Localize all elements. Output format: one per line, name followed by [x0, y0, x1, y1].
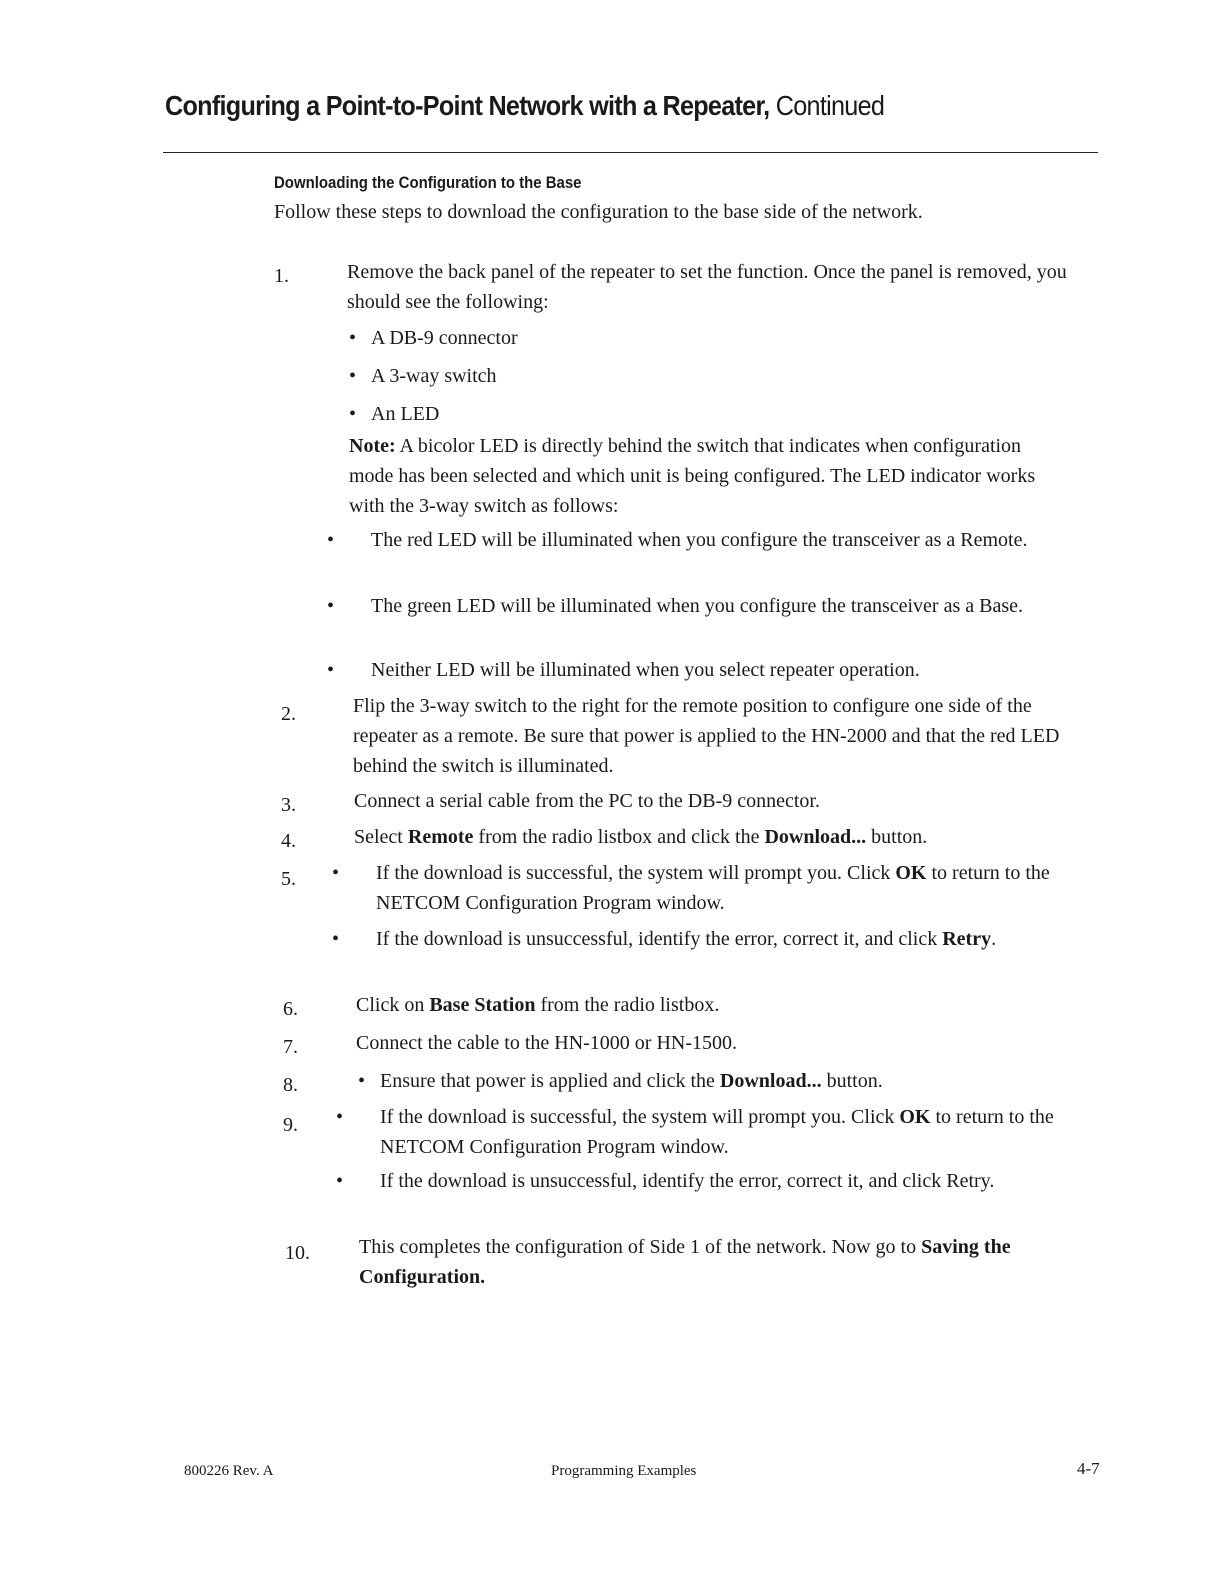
list-item: • If the download is successful, the system will prompt you. Click OK to return to the NETCOM Configuration Program window. [336, 1106, 1054, 1158]
footer-page-number: 4-7 [1077, 1459, 1100, 1478]
step-4-text: Select Remote from the radio listbox and click the Download... button. [354, 826, 928, 848]
step-6-text: Click on Base Station from the radio listbox. [356, 994, 720, 1016]
step-2-text: Flip the 3-way switch to the right for the remote position to configure one side of the repeater as a remote. Be sure that power is applied to the HN-2000 and that the red LED behind the switch is illuminated. [353, 695, 1060, 777]
list-item: • An LED [349, 403, 440, 425]
step-9-number: 9. [283, 1114, 298, 1136]
note-text: A bicolor LED is directly behind the switch that indicates when configuration mode has been selected and which unit is being configured. The LED indicator works with the 3-way switch as follows: [349, 435, 1036, 517]
footer-doc-rev: 800226 Rev. A [184, 1463, 274, 1479]
section-subheading: Downloading the Configuration to the Base [274, 173, 582, 192]
section-intro: Follow these steps to download the configuration to the base side of the network. [274, 201, 923, 223]
note [349, 431, 1059, 521]
step-10-number: 10. [285, 1242, 310, 1264]
list-item: • If the download is unsuccessful, identify the error, correct it, and click Retry. [336, 1170, 995, 1192]
list-item: • A DB-9 connector [349, 327, 518, 349]
step-4-number: 4. [281, 830, 296, 852]
note-label: Note: [349, 435, 396, 457]
list-item: • A 3-way switch [349, 365, 497, 387]
step-7-number: 7. [283, 1036, 298, 1058]
list-item: • If the download is successful, the system will prompt you. Click OK to return to the NETCOM Configuration Program window. [332, 862, 1050, 914]
title-main: Configuring a Point-to-Point Network with a Repeater, [165, 90, 770, 121]
step-1-text: Remove the back panel of the repeater to set the function. Once the panel is removed, you should see the following: [347, 261, 1067, 313]
list-item: • The red LED will be illuminated when you configure the transceiver as a Remote. [327, 529, 1028, 551]
step-3-text: Connect a serial cable from the PC to the DB-9 connector. [354, 790, 820, 812]
step-5-number: 5. [281, 868, 296, 890]
step-1-number: 1. [274, 265, 289, 287]
step-6-number: 6. [283, 998, 298, 1020]
list-item: • Neither LED will be illuminated when you select repeater operation. [327, 659, 920, 681]
title-continued: Continued [775, 90, 885, 121]
list-item: • If the download is unsuccessful, identify the error, correct it, and click Retry. [332, 928, 997, 950]
title-rule [163, 152, 1098, 153]
step-3-number: 3. [281, 794, 296, 816]
step-8-number: 8. [283, 1074, 298, 1096]
step-8-text: • Ensure that power is applied and click the Download... button. [358, 1070, 883, 1092]
page-title [165, 90, 1029, 122]
footer-section: Programming Examples [551, 1463, 697, 1479]
step-7-text: Connect the cable to the HN-1000 or HN-1500. [356, 1032, 738, 1054]
list-item: • The green LED will be illuminated when you configure the transceiver as a Base. [327, 595, 1023, 617]
step-2-number: 2. [281, 703, 296, 725]
step-10-text: This completes the configuration of Side 1 of the network. Now go to Saving the Configuration. [359, 1236, 1011, 1288]
